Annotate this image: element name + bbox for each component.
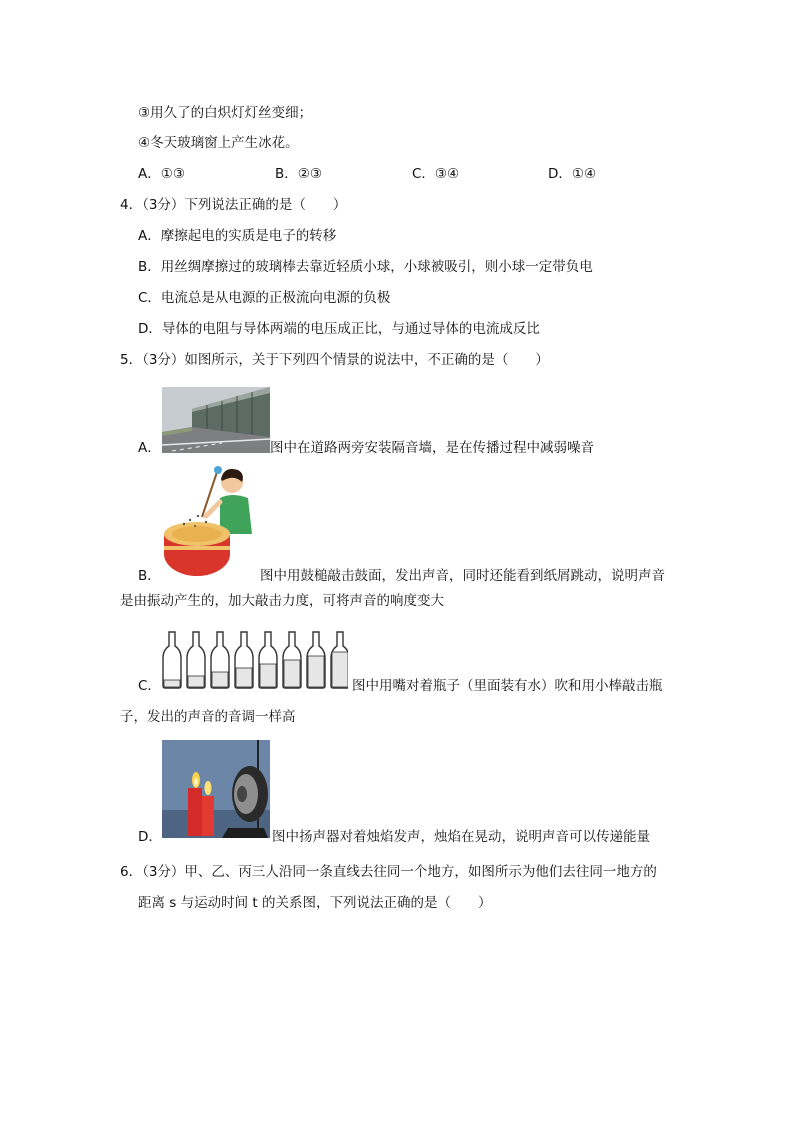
water-bottles-image bbox=[162, 630, 348, 690]
q5-option-c-text-line-1: 图中用嘴对着瓶子（里面装有水）吹和用小棒敲击瓶 bbox=[352, 678, 663, 694]
q5-option-c-label: C． bbox=[138, 678, 161, 694]
speaker-candle-image bbox=[162, 740, 270, 838]
q6-stem-line-1: 6．（3分）甲、乙、丙三人沿同一条直线去往同一个地方，如图所示为他们去往同一地方的 bbox=[120, 864, 657, 880]
noise-barrier-image bbox=[162, 387, 270, 453]
q5-option-a-label: A． bbox=[138, 440, 161, 456]
q3-option-b: B．②③ bbox=[275, 166, 322, 182]
q5-option-a-text: 图中在道路两旁安装隔音墙，是在传播过程中减弱噪音 bbox=[270, 440, 594, 456]
q3-option-d: D．①④ bbox=[548, 166, 597, 182]
q5-stem: 5．（3分）如图所示，关于下列四个情景的说法中，不正确的是（ ） bbox=[120, 352, 549, 368]
q3-option-a: A．①③ bbox=[138, 166, 185, 182]
q4-option-b: B．用丝绸摩擦过的玻璃棒去靠近轻质小球，小球被吸引，则小球一定带负电 bbox=[138, 259, 593, 275]
q4-option-a: A．摩擦起电的实质是电子的转移 bbox=[138, 228, 337, 244]
q4-option-c: C．电流总是从电源的正极流向电源的负极 bbox=[138, 290, 391, 306]
q5-option-b-text-line-1: 图中用鼓槌敲击鼓面，发出声音，同时还能看到纸屑跳动，说明声音 bbox=[260, 568, 665, 584]
q5-option-b-label: B． bbox=[138, 568, 161, 584]
q5-option-d-label: D． bbox=[138, 829, 162, 845]
drum-boy-image bbox=[162, 462, 257, 582]
q3-item-3: ③用久了的白炽灯灯丝变细； bbox=[138, 105, 313, 121]
q5-option-c-text-line-2: 子，发出的声音的音调一样高 bbox=[120, 709, 296, 725]
q5-option-b-text-line-2: 是由振动产生的，加大敲击力度，可将声音的响度变大 bbox=[120, 593, 444, 609]
q5-option-d-text: 图中扬声器对着烛焰发声，烛焰在晃动，说明声音可以传递能量 bbox=[272, 829, 650, 845]
q6-stem-line-2: 距离 s 与运动时间 t 的关系图，下列说法正确的是（ ） bbox=[138, 895, 492, 911]
q4-option-d: D．导体的电阻与导体两端的电压成正比，与通过导体的电流成反比 bbox=[138, 321, 540, 337]
q3-item-4: ④冬天玻璃窗上产生冰花。 bbox=[138, 135, 299, 151]
q4-stem: 4．（3分）下列说法正确的是（ ） bbox=[120, 197, 347, 213]
q3-option-c: C．③④ bbox=[412, 166, 460, 182]
